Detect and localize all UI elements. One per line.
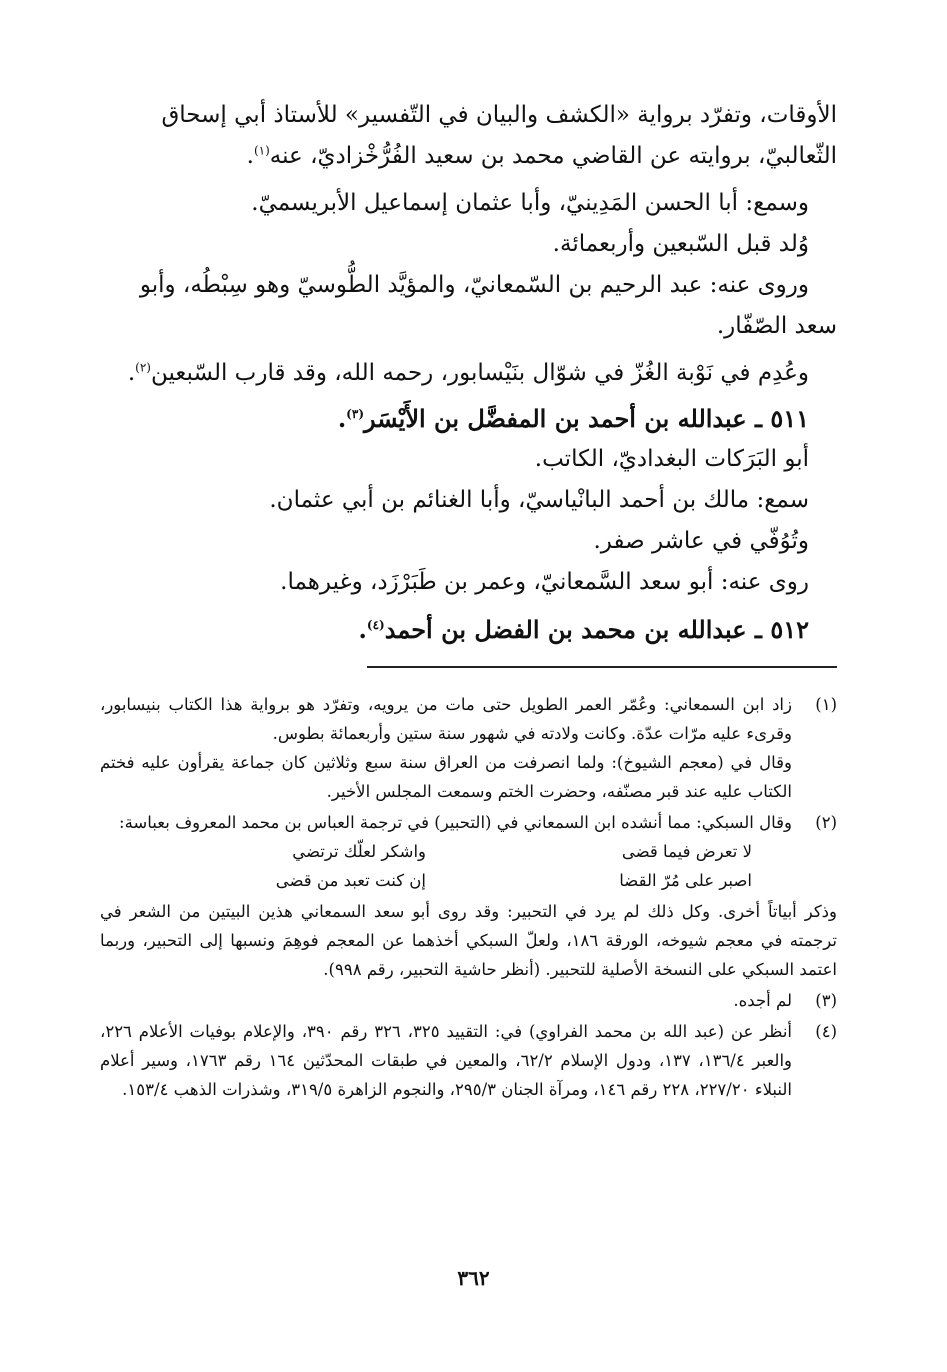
footnote-number: (٤) bbox=[815, 1022, 837, 1041]
footnote-paragraph: وقال السبكي: مما أنشده ابن السمعاني في (التحبير) في ترجمة العباس بن محمد المعروف بعباسة: bbox=[119, 813, 792, 832]
paragraph bbox=[100, 480, 837, 521]
footnote bbox=[100, 690, 837, 806]
paragraph bbox=[100, 562, 837, 603]
verse-hemistich: واشكر لعلّك ترتضي bbox=[292, 842, 426, 861]
verse-hemistich: اصبر على مُرّ القضا bbox=[619, 871, 752, 890]
footnote-separator bbox=[100, 666, 837, 668]
footnote-paragraph: وقال في (معجم الشيوخ): ولما انصرفت من العراق سنة سبع وثلاثين كان جماعة يقرأون عليه فختم الكتاب عليه عند قبر مصنّفه، وحضرت الختم وسمعت المجلس الأخير. bbox=[100, 753, 792, 801]
text-line: الثّعالبيّ، بروايته عن القاضي محمد بن سعيد الفُرُّخْزاديّ، عنه bbox=[269, 143, 837, 169]
footnote-number: (٢) bbox=[815, 813, 837, 832]
text-line: وسمع: أبا الحسن المَدِينيّ، وأبا عثمان إسماعيل الأبريسميّ. bbox=[251, 190, 809, 216]
text-line: روى عنه: أبو سعد السَّمعانيّ، وعمر بن طَبَرْزَد، وغيرهما. bbox=[280, 569, 809, 595]
text-line: أبو البَرَكات البغداديّ، الكاتب. bbox=[534, 446, 809, 472]
footnote-paragraph: وذكر أبياتاً أخرى. وكل ذلك لم يرد في التحبير: وقد روى أبو سعد السمعاني هذين البيتين من الشعر في ترجمته في معجم شيوخه، الورقة ١٨٦، ولعلّ السبكي أخذهما عن المعجم فوهِمَ ونسبها إلى التحبير، وربما اعتمد السبكي على النسخة الأصلية للتحبير. (أنظر حاشية التحبير، رقم ٩٩٨). bbox=[100, 902, 837, 979]
footnote-continuation bbox=[100, 897, 837, 984]
punctuation: . bbox=[127, 360, 136, 386]
footnote-body bbox=[100, 986, 792, 1015]
heading-text: ٥١٢ ـ عبدالله بن محمد بن الفضل بن أحمد bbox=[384, 615, 809, 644]
footnote-body bbox=[100, 690, 792, 806]
text-line: سمع: مالك بن أحمد البانْياسيّ، وأبا الغنائم بن أبي عثمان. bbox=[269, 487, 809, 513]
footnote bbox=[100, 986, 837, 1015]
footnote-body bbox=[100, 808, 792, 895]
separator-line bbox=[367, 666, 837, 668]
footnote-body bbox=[100, 897, 837, 984]
footnote-number: (٣) bbox=[815, 991, 837, 1010]
footnote-ref: (٣) bbox=[346, 407, 364, 421]
paragraph bbox=[100, 183, 837, 224]
text-line: الأوقات، وتفرّد برواية «الكشف والبيان في التّفسير» للأستاذ أبي إسحاق bbox=[161, 102, 837, 128]
footnote-paragraph: لم أجده. bbox=[733, 991, 792, 1010]
paragraph bbox=[100, 95, 837, 136]
entry-heading bbox=[100, 398, 837, 439]
main-text bbox=[100, 95, 837, 650]
footnote-ref: (٤) bbox=[366, 618, 385, 632]
punctuation: . bbox=[337, 404, 347, 433]
verse-hemistich: لا تعرض فيما قضى bbox=[621, 842, 752, 861]
paragraph bbox=[100, 136, 837, 177]
poem-verse bbox=[100, 837, 792, 895]
verse-hemistich: إن كنت تعبد من قضى bbox=[275, 871, 426, 890]
text-line: سعد الصّفّار. bbox=[716, 313, 837, 339]
text-line: وعُدِم في نَوْبة الغُزّ في شوّال بنَيْسابور، رحمه الله، وقد قارب السّبعين bbox=[150, 360, 809, 386]
text-line: وروى عنه: عبد الرحيم بن السّمعانيّ، والمؤيَّد الطُّوسيّ وهو سِبْطُه، وأبو bbox=[139, 272, 809, 298]
text-line: وُلد قبل السّبعين وأربعمائة. bbox=[552, 231, 809, 257]
heading-text: ٥١١ ـ عبدالله بن أحمد بن المفضَّل بن الأَيْسَر bbox=[364, 404, 809, 433]
footnote-ref: (١) bbox=[253, 143, 270, 158]
footnote-paragraph: زاد ابن السمعاني: وعُمّر العمر الطويل حتى مات من يرويه، وتفرّد هو برواية هذا الكتاب بنيسابور، وقرىء عليه مرّات عدّة. وكانت ولادته في شهور سنة ستين وأربعمائة بطوس. bbox=[100, 695, 792, 743]
footnote bbox=[100, 808, 837, 895]
page-number: ٣٦٢ bbox=[457, 1266, 490, 1290]
footnote-body bbox=[100, 1017, 792, 1104]
paragraph bbox=[100, 353, 837, 394]
paragraph bbox=[100, 521, 837, 562]
paragraph bbox=[100, 265, 837, 306]
paragraph bbox=[100, 439, 837, 480]
footnote-number: (١) bbox=[815, 695, 837, 714]
punctuation: . bbox=[246, 143, 254, 169]
text-line: وتُوُفّي في عاشر صفر. bbox=[593, 528, 809, 554]
footnote-paragraph: أنظر عن (عبد الله بن محمد الفراوي) في: التقييد ٣٢٥، ٣٢٦ رقم ٣٩٠، والإعلام بوفيات الأعلام ٢٢٦، والعبر ١٣٦/٤، ١٣٧، ودول الإسلام ٦٢/٢، والمعين في طبقات المحدّثين ١٦٤ رقم ١٧٦٣، وسير أعلام النبلاء ٢٢٧/٢٠، ٢٢٨ رقم ١٤٦، ومرآة الجنان ٢٩٥/٣، والنجوم الزاهرة ٣١٩/٥، وشذرات الذهب ١٥٣/٤. bbox=[100, 1022, 793, 1099]
punctuation: . bbox=[358, 615, 367, 644]
paragraph bbox=[100, 306, 837, 347]
footnote bbox=[100, 1017, 837, 1104]
entry-heading bbox=[100, 609, 837, 650]
footnote-ref: (٢) bbox=[135, 360, 151, 375]
footnotes bbox=[100, 690, 837, 1104]
paragraph bbox=[100, 224, 837, 265]
